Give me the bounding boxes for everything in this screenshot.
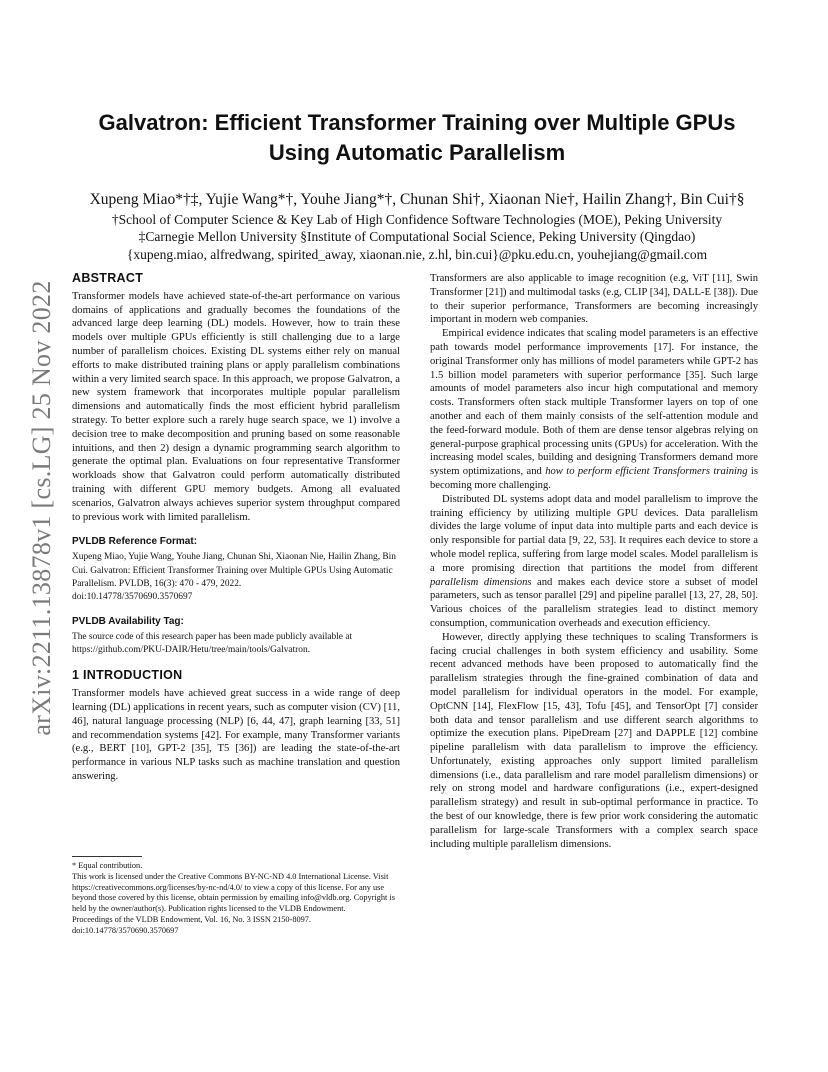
footnotes [72, 861, 400, 937]
right-paragraph-2 [430, 327, 758, 493]
right-column [430, 272, 758, 851]
pvldb-availability-heading: PVLDB Availability Tag: [72, 615, 184, 627]
right-paragraph-2-emphasis: how to perform efficient Transformers training [545, 466, 748, 478]
author-emails: {xupeng.miao, alfredwang, spirited_away, xiaonan.nie, z.hl, bin.cui}@pku.edu.cn, youhejiang@gmail.com [126, 247, 708, 262]
right-paragraph-3 [430, 493, 758, 631]
introduction-heading: 1 INTRODUCTION [72, 668, 183, 683]
footnote-rule [72, 856, 142, 857]
right-paragraph-3-text-b: and makes each device store a subset of model parameters, such as tensor parallel [29] and pipeline parallel [13, 27, 28, 50]. Various choices of the parallelism strategies lead to distinct memory consumption, communication overheads and execution efficiency. [430, 576, 758, 629]
right-paragraph-3-text-a: Distributed DL systems adopt data and model parallelism to improve the training efficiency by utilizing multiple GPU devices. Data parallelism divides the large volume of input data into multiple parts and each device is only responsible for partial data [9, 22, 53]. It requires each device to store a whole model replica, suffering from large model scales. Model parallelism is a more promising direction that partitions the model from different [430, 493, 758, 574]
pvldb-availability-text: The source code of this research paper has been made publicly available at https://github.com/PKU-DAIR/Hetu/tree/main/tools/Galvatron. [72, 631, 353, 655]
footnote-proceedings: Proceedings of the VLDB Endowment, Vol. 16, No. 3 ISSN 2150-8097. [72, 914, 311, 924]
author-list: Xupeng Miao*†‡, Yujie Wang*†, Youhe Jiang*†, Chunan Shi†, Xiaonan Nie†, Hailin Zhang†, Bin Cui†§ [89, 191, 745, 208]
abstract-heading: ABSTRACT [72, 271, 144, 285]
introduction-text: Transformer models have achieved great success in a wide range of deep learning (DL) applications in recent years, such as computer vision (CV) [11, 46], natural language processing (NLP) [6, 44, 47], graph learning [33, 51] and recommendation systems [42]. For example, many Transformer variants (e.g., BERT [10], GPT-2 [35], T5 [36]) are leading the state-of-the-art performance in various NLP tasks such as machine translation and question answering. [72, 688, 400, 782]
pvldb-reference-doi: doi:10.14778/3570690.3570697 [72, 592, 193, 603]
footnote-license: This work is licensed under the Creative Commons BY-NC-ND 4.0 International License. Visit https://creativecommons.org/licenses/by-nc-nd/4.0/ to view a copy of this license. For any use beyond those covered by this license, obtain permission by emailing info@vldb.org. Copyright is held by the owner/author(s). Publication rights licensed to the VLDB Endowment. [72, 871, 395, 914]
right-paragraph-4: However, directly applying these techniques to scaling Transformers is facing crucial challenges in both system efficiency and usability. Some recent advanced methods have been proposed to automatically find the parallelism strategies through the fine-grained combination of data and model parallelism for individual operators in the model. For example, OptCNN [14], FlexFlow [15, 43], Tofu [45], and TensorOpt [7] consider both data and tensor parallelism and use different search algorithms to optimize the execution plans. PipeDream [27] and DAPPLE [12] combine pipeline parallelism with data parallelism to improve the efficiency. Unfortunately, existing approaches only support limited parallelism dimensions (i.e., data parallelism and rare model parallelism dimensions) or rely on strong model and hardware configurations (i.e., expert-designed parallelism strategy) and result in sub-optimal performance in practice. To the best of our knowledge, there is few prior work considering the automatic parallelism for large-scale Transformers with a complex search space including multiple parallelism dimensions. [430, 631, 758, 850]
paper-title-line-1: Galvatron: Efficient Transformer Training over Multiple GPUs [98, 110, 736, 135]
affiliation-1: †School of Computer Science & Key Lab of High Confidence Software Technologies (MOE), Peking University [111, 212, 723, 227]
paper-title-line-2: Using Automatic Parallelism [268, 140, 566, 165]
arxiv-identifier [22, 282, 62, 734]
right-paragraph-2-text-a: Empirical evidence indicates that scaling model parameters is an effective path towards model performance improvements [17]. For instance, the original Transformer only has millions of model parameters while GPT-2 has 1.5 billion model parameters with superior performance [35]. Such large amounts of model parameters also incur high computational and memory costs. Transformers often stack multiple Transformer layers on top of one another and each of them mainly consists of the self-attention module and the feed-forward module. Both of them are dense tensor algebras relying on general-purpose graphical processing units (GPUs) for acceleration. With the increasing model scales, building and designing Transformers demand more system optimizations, and [430, 328, 758, 478]
right-paragraph-3-emphasis: parallelism dimensions [430, 576, 532, 588]
pvldb-reference-heading: PVLDB Reference Format: [72, 536, 198, 548]
arxiv-identifier-text: arXiv:2211.13878v1 [cs.LG] 25 Nov 2022 [27, 280, 56, 736]
pvldb-reference-text: Xupeng Miao, Yujie Wang, Youhe Jiang, Chunan Shi, Xiaonan Nie, Hailin Zhang, Bin Cui. Galvatron: Efficient Transformer Training over Multiple GPUs Using Automatic Parallelism. PVLDB, 16(3): 470 - 479, 2022. [72, 552, 396, 589]
right-paragraph-2-text-b: is becoming more challenging. [430, 466, 758, 491]
paper-title [72, 108, 762, 168]
abstract-text: Transformer models have achieved state-of-the-art performance on various domains of applications and gradually becomes the foundations of the advanced large deep learning (DL) models. However, how to train these models over multiple GPUs efficiently is still challenging due to a large number of parallelism choices. Existing DL systems either rely on manual efforts to make distributed training plans or apply parallelism combinations within a very limited search space. In this approach, we propose Galvatron, a new system framework that incorporates multiple popular parallelism dimensions and automatically finds the most efficient hybrid parallelism strategy. To better explore such a rarely huge search space, we 1) involve a decision tree to make decomposition and pruning based on some reasonable intuitions, and then 2) design a dynamic programming search algorithm to generate the optimal plan. Evaluations on four representative Transformer workloads show that Galvatron could perform automatically distributed training with different GPU memory budgets. Among all evaluated scenarios, Galvatron always achieves superior system throughput compared to previous work with limited parallelism. [72, 290, 400, 523]
affiliation-2: ‡Carnegie Mellon University §Institute of Computational Social Science, Peking University (Qingdao) [138, 229, 696, 244]
footnote-equal-contribution: * Equal contribution. [72, 861, 143, 870]
left-column [72, 272, 400, 784]
footnote-doi: doi:10.14778/3570690.3570697 [72, 925, 179, 935]
right-paragraph-1: Transformers are also applicable to image recognition (e.g, ViT [11], Swin Transformer [21]) and multimodal tasks (e.g, CLIP [34], DALL-E [38]). Due to their superior performance, Transformers are becoming increasingly important in modern web companies. [430, 273, 758, 326]
